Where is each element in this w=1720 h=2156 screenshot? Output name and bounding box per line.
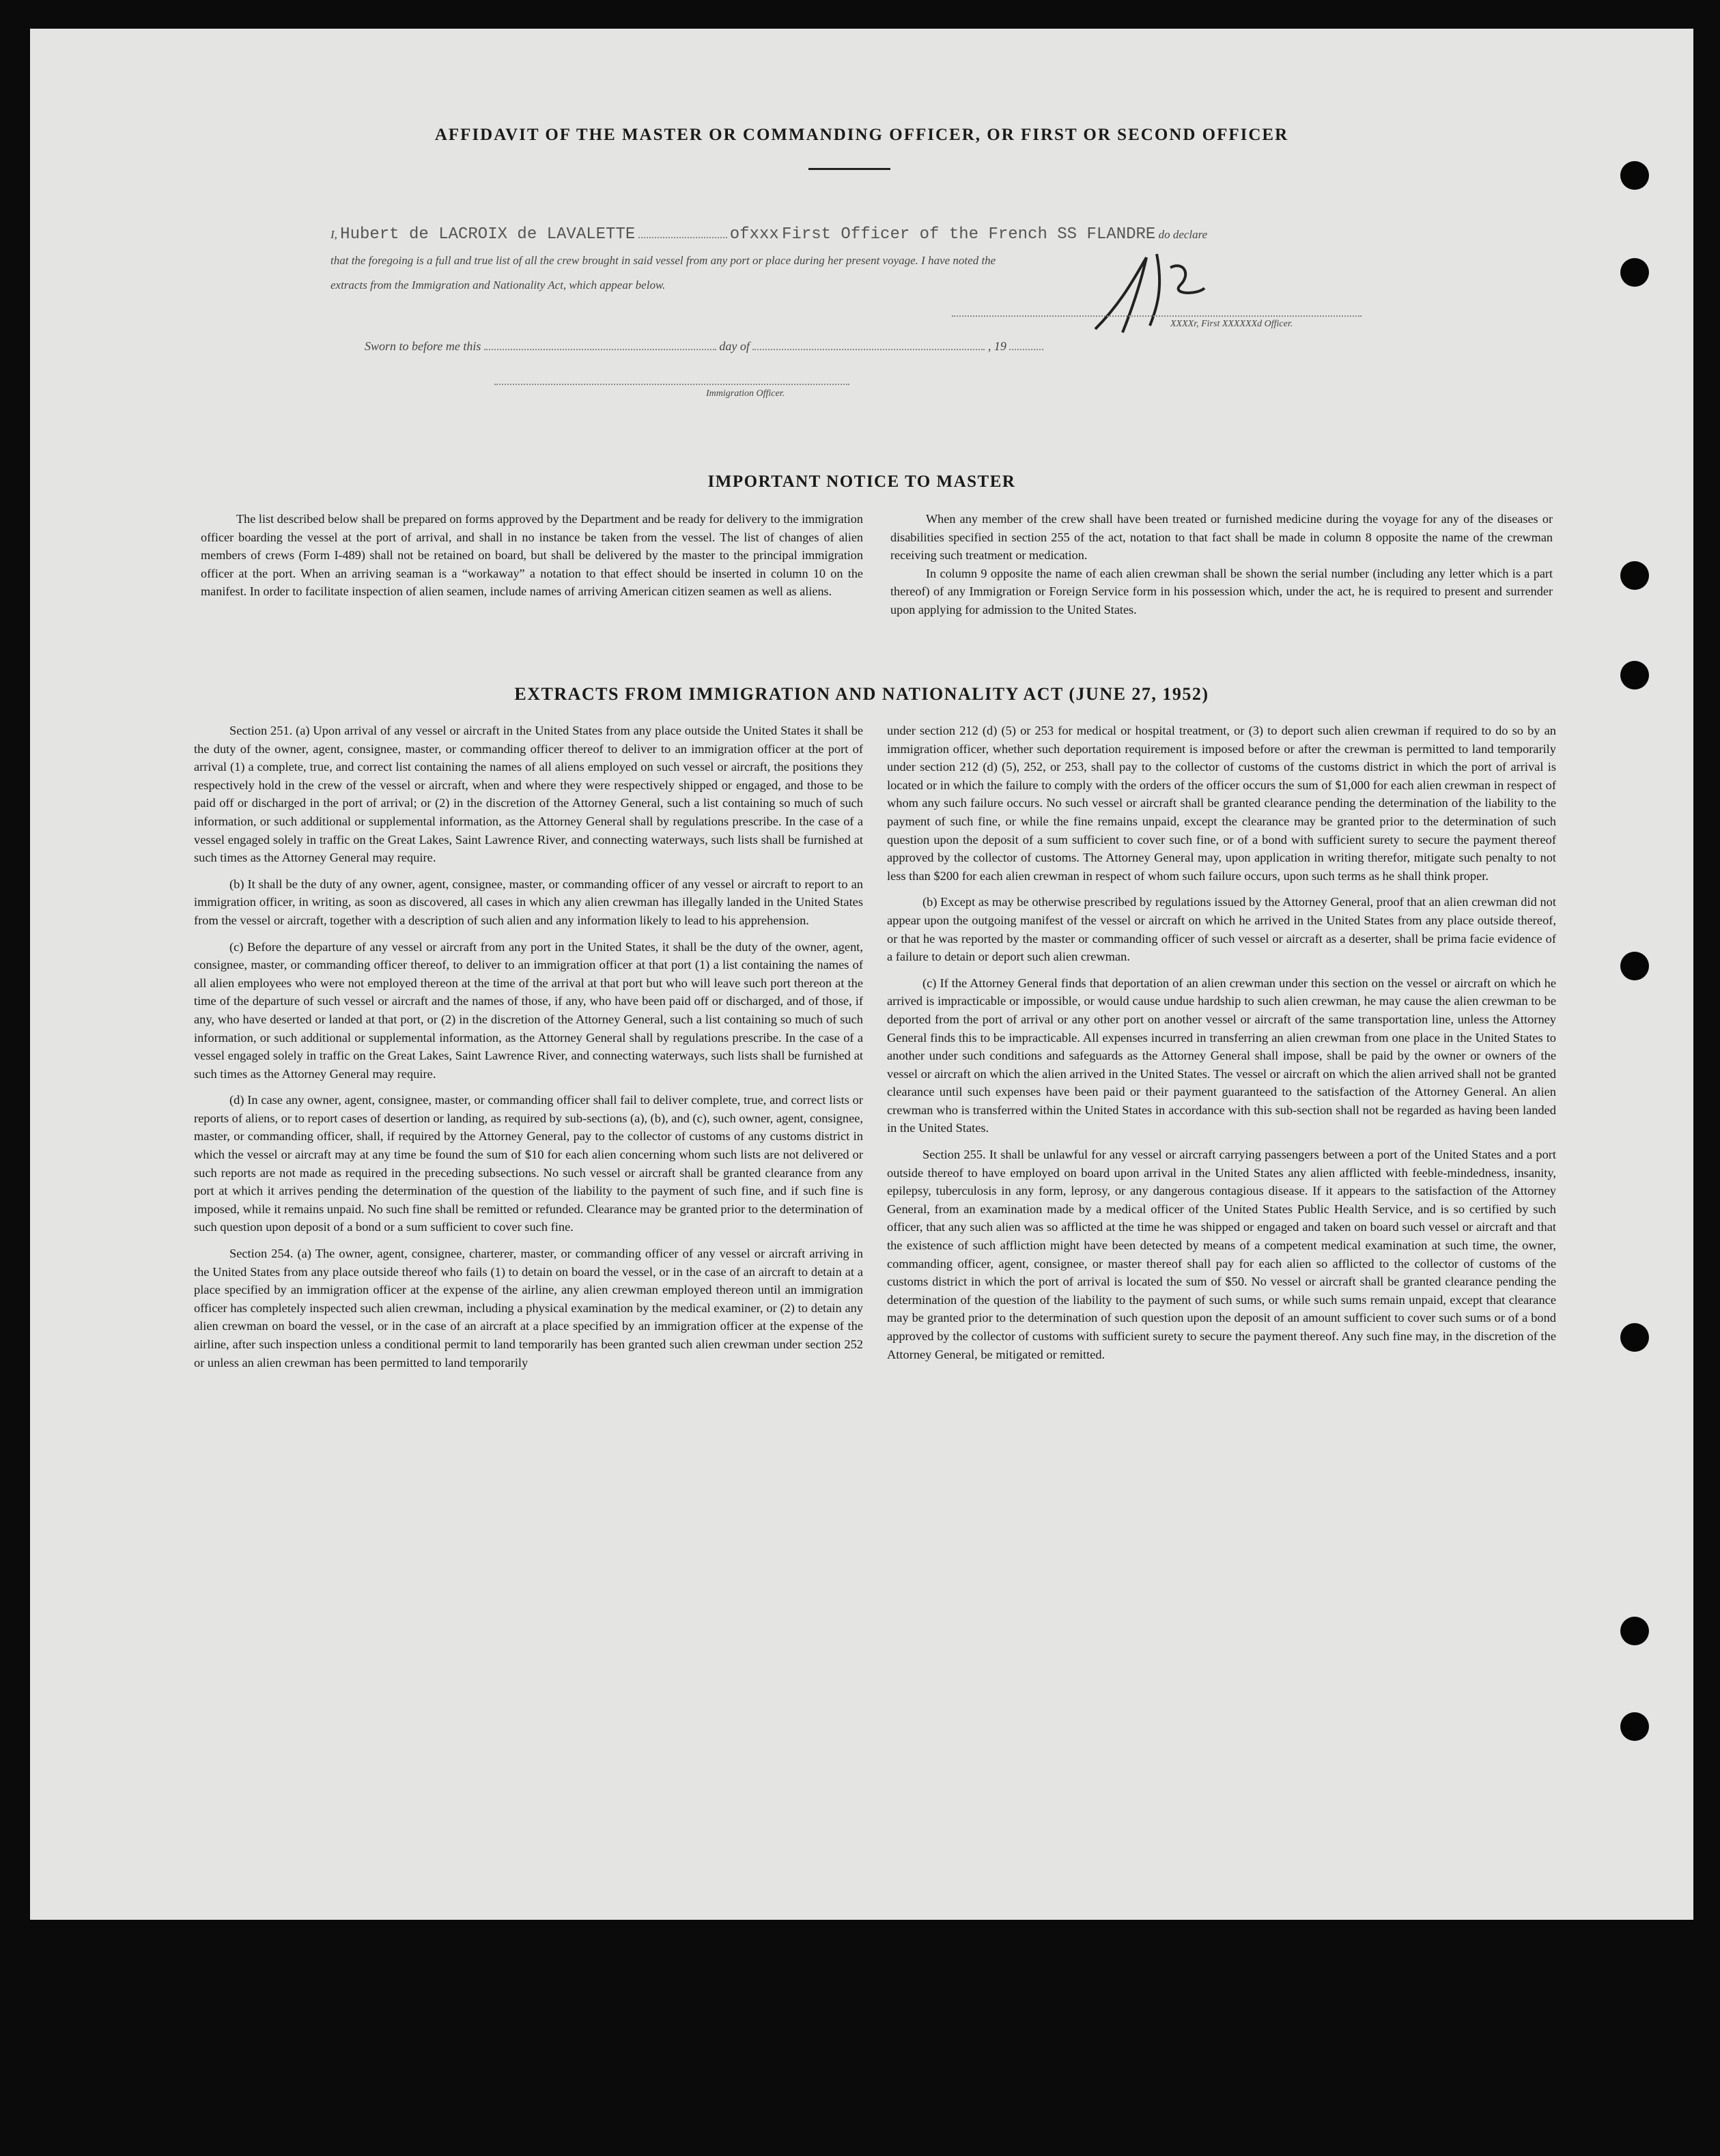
struck-text: ofxxx — [729, 225, 779, 244]
section-255: Section 255. It shall be unlawful for any vessel or aircraft carrying passengers between a port of the United States and a port outside thereof to have employed on board upon arrival in the United States any alien afflicted with feeble-mindedness, insanity, epilepsy, tuberculosis in any form, leprosy, or any dangerous contagious disease. If it appears to the satisfaction of the Attorney General, from an examination made by a medical officer of the United States Public Health Service, and is so certified by such officer, that any such alien was so afflicted at the time he was shipped or engaged and taken on board such vessel or aircraft and that the existence of such affliction might have been detected by means of a competent medical examination at such time, the owner, commanding officer, agent, consignee, or master thereof shall pay for each alien so afflicted to the collector of customs of the customs district in which the port of arrival is located the sum of $50. No vessel or aircraft shall be granted clearance pending the determination of the question of the liability to the payment of such sums, or while such sums remain unpaid, except that clearance may be granted prior to the determination of such question upon the deposit of an amount sufficient to cover such sums or of a bond approved by the collector of customs with sufficient surety to secure the payment thereof. Any such fine may, in the discretion of the Attorney General, be mitigated or remitted. — [887, 1148, 1556, 1361]
binder-hole — [1620, 258, 1649, 287]
extracts-right-column — [887, 722, 1556, 1372]
officer-title: First Officer of the French SS FLANDRE — [782, 225, 1156, 244]
immigration-officer-caption: Immigration Officer. — [706, 388, 785, 399]
master-name: Hubert de LACROIX de LAVALETTE — [340, 225, 636, 244]
binder-hole — [1620, 1323, 1649, 1352]
do-declare: do declare — [1158, 228, 1208, 241]
year-prefix: , 19 — [987, 339, 1006, 353]
affidavit-line-2: that the foregoing is a full and true list of all the crew brought in said vessel from any port or place during her present voyage. I have noted the — [330, 254, 996, 267]
sworn-line — [365, 339, 1043, 354]
notice-left-column — [201, 510, 863, 601]
document-page — [30, 29, 1693, 1920]
notice-right-paragraph-2: In column 9 opposite the name of each alien crewman shall be shown the serial number (including any letter which is a part thereof) of any Immigration or Foreign Service form in his possession which, under the act, he is required to present and surrender upon applying for admission to the United States. — [890, 566, 1553, 616]
binder-hole — [1620, 561, 1649, 590]
immigration-officer-line — [494, 384, 849, 385]
sworn-prefix: Sworn to before me this — [365, 339, 481, 353]
extracts-left-column — [194, 722, 863, 1380]
section-251-a: Section 251. (a) Upon arrival of any vessel or aircraft in the United States from any place outside the United States it shall be the duty of the owner, agent, consignee, master, or commanding officer thereof to deliver to an immigration officer at the port of arrival (1) a complete, true, and correct list containing the names of all aliens employed on such vessel or aircraft, the positions they respectively hold in the crew of the vessel or aircraft, when and where they were respectively shipped or engaged, and those to be paid off or discharged in the port of arrival; or (2) in the discretion of the Attorney General, such a list containing so much of such information, or such additional or supplemental information, as the Attorney General shall by regulations prescribe. In the case of a vessel engaged solely in traffic on the Great Lakes, Saint Lawrence River, and connecting waterways, such lists shall be furnished at such times as the Attorney General may require. — [194, 724, 863, 865]
signature-line — [952, 315, 1362, 317]
binder-hole — [1620, 1617, 1649, 1645]
notice-left-paragraph: The list described below shall be prepared on forms approved by the Department and be ready for delivery to the immigration officer boarding the vessel at the port of arrival, and shall in no instance be taken from the vessel. The list of changes of alien members of crews (Form I-489) shall not be retained on board, but shall be delivered by the master to the principal immigration officer at the port. When an arriving seaman is a “workaway” a notation to that effect should be inserted in column 10 on the manifest. In order to facilitate inspection of alien seamen, include names of arriving American citizen seamen as well as aliens. — [201, 512, 863, 599]
notice-right-column — [890, 510, 1553, 619]
section-251-b: (b) It shall be the duty of any owner, agent, consignee, master, or commanding officer of any vessel or aircraft to report to an immigration officer, in writing, as soon as discovered, all cases in which any alien crewman has illegally landed in the United States from the vessel or aircraft, together with a description of such alien and any information likely to lead to his apprehension. — [194, 877, 863, 927]
section-254-a: Section 254. (a) The owner, agent, consignee, charterer, master, or commanding officer of any vessel or aircraft arriving in the United States from any place outside thereof who fails (1) to detain on board the vessel, or in the case of an aircraft to detain at a place specified by an immigration officer at the expense of the airline, any alien crewman employed thereon until an immigration officer has completely inspected such alien crewman, including a physical examination by the medical examiner, or (2) to detain any alien crewman on board the vessel, or in the case of an aircraft at a place specified by an immigration officer at the expense of the airline, after such inspection unless a conditional permit to land temporarily has been granted such alien crewman under section 252 or unless an alien crewman has been permitted to land temporarily — [194, 1247, 863, 1370]
section-254-b: (b) Except as may be otherwise prescribed by regulations issued by the Attorney General, proof that an alien crewman did not appear upon the outgoing manifest of the vessel or aircraft on which he arrived in the United States from any place outside thereof, or that he was reported by the master or commanding officer of such vessel or aircraft as a deserter, shall be prima facie evidence of a failure to detain or deport such alien crewman. — [887, 895, 1556, 964]
year-blank — [1009, 349, 1043, 350]
declaration-i: I, — [330, 228, 337, 241]
day-of: day of — [719, 339, 750, 353]
extracts-title: EXTRACTS FROM IMMIGRATION AND NATIONALITY ACT (JUNE 27, 1952) — [514, 684, 1209, 704]
affidavit-line-3: extracts from the Immigration and Nationality Act, which appear below. — [330, 279, 666, 292]
title-divider — [808, 168, 890, 170]
notice-title: IMPORTANT NOTICE TO MASTER — [707, 472, 1016, 491]
binder-hole — [1620, 661, 1649, 690]
section-251-c: (c) Before the departure of any vessel or aircraft from any port in the United States, it shall be the duty of the owner, agent, consignee, master, or commanding officer thereof, to deliver to an immigration officer at that port (1) a list containing the names of all alien employees who were not employed thereon at the time of the arrival at that port but who will leave such port thereon at the time of the departure of such vessel or aircraft and the names of those, if any, who have been paid off or discharged, and of those, if any, who have deserted or landed at that port, or (2) in the discretion of the Attorney General, such a list containing so much of such information, or such additional or supplemental information, as the Attorney General shall by regulations prescribe. In the case of a vessel engaged solely in traffic on the Great Lakes, Saint Lawrence River, and connecting waterways, such lists shall be furnished at such times as the Attorney General may require. — [194, 939, 863, 1081]
blank-line — [638, 237, 727, 238]
affidavit-declaration-line — [330, 225, 1423, 244]
scan-border-bottom — [0, 1920, 1720, 2156]
notice-right-paragraph-1: When any member of the crew shall have been treated or furnished medicine during the voyage for any of the diseases or disabilities specified in section 255 of the act, notation to that fact shall be made in column 8 opposite the name of the crewman receiving such treatment or medication. — [890, 512, 1553, 563]
section-251-d: (d) In case any owner, agent, consignee, master, or commanding officer shall fail to deliver complete, true, and correct lists or reports of aliens, or to report cases of desertion or landing, as required by sub-sections (a), (b), and (c), such owner, agent, consignee, master, or commanding officer, shall, if required by the Attorney General, pay to the collector of customs of any customs district in which the vessel or aircraft may at any time be found the sum of $10 for each alien concerning whom such lists are not delivered or such reports are not made as required in the preceding subsections. No such vessel or aircraft shall be granted clearance from any port at which it arrives pending the determination of the question of the liability to the payment of such fine, and if such fine is imposed, while it remains unpaid. No such fine shall be remitted or refunded. Clearance may be granted prior to the determination of such question upon deposit of a bond or a sum sufficient to cover such fine. — [194, 1093, 863, 1234]
affidavit-title: AFFIDAVIT OF THE MASTER OR COMMANDING OFFICER, OR FIRST OR SECOND OFFICER — [434, 126, 1289, 144]
section-254-c: (c) If the Attorney General finds that deportation of an alien crewman under this section on the vessel or aircraft on which he arrived is impracticable or impossible, or would cause undue hardship to such alien crewman, he may cause the alien crewman to be deported from the port of arrival or any other port on another vessel or aircraft of the same transportation line, unless the Attorney General finds this to be impracticable. All expenses incurred in transferring an alien crewman from one place in the United States to another under such conditions and safeguards as the Attorney General shall impose, shall be paid by the owner or owners of the vessel or aircraft on which the alien arrived in the United States. The vessel or aircraft on which the alien arrived shall not be granted clearance until such expenses have been paid or their payment guaranteed to the satisfaction of the Attorney General. An alien crewman who is transferred within the United States in accordance with this sub-section shall not be regarded as having been landed in the United States. — [887, 976, 1556, 1135]
binder-hole — [1620, 952, 1649, 980]
binder-hole — [1620, 161, 1649, 190]
signature-caption: XXXXr, First XXXXXXd Officer. — [1170, 319, 1293, 329]
section-254-a-continued: under section 212 (d) (5) or 253 for medical or hospital treatment, or (3) to deport such alien crewman if required to do so by an immigration officer, whether such deportation requirement is imposed before or after the crewman is permitted to land temporarily under section 212 (d) (5), 252, or 253, shall pay to the collector of customs of the customs district in which the port of arrival is located or in which the failure to comply with the orders of the officer occurs the sum of $1,000 for each alien crewman in respect of whom any such failure occurs. No such vessel or aircraft shall be granted clearance pending the determination of the liability to the payment of such fine, or while the fine remains unpaid, except the clearance may be granted prior to the determination of such question upon the deposit of a sum sufficient to cover such fine, or of a bond with sufficient surety to secure the payment thereof approved by the collector of customs. The Attorney General may, upon application in writing therefor, mitigate such penalty to not less than $200 for each alien crewman in respect of whom such failure occurs, upon such terms as he shall think proper. — [887, 724, 1556, 883]
binder-hole — [1620, 1712, 1649, 1741]
month-blank — [752, 349, 985, 350]
sworn-date-blank — [484, 349, 716, 350]
